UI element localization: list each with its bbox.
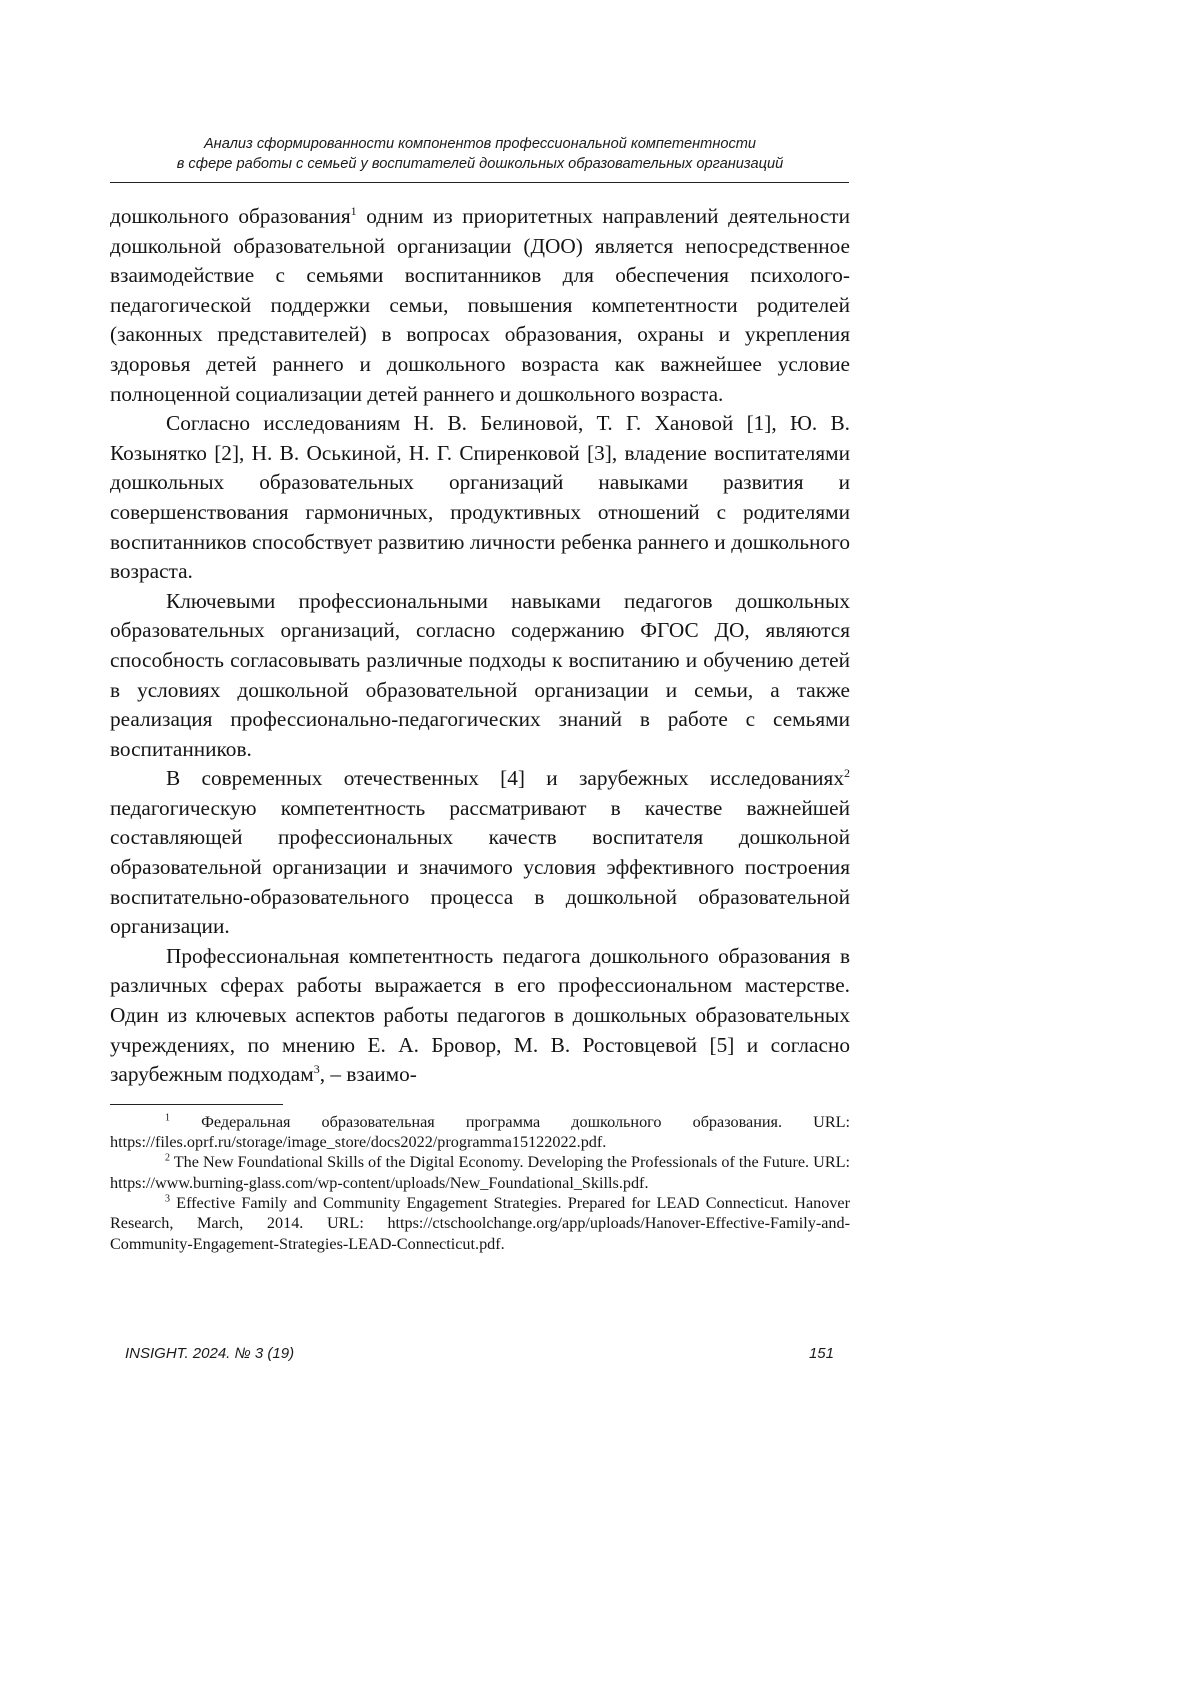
- footnote-2: [110, 1152, 850, 1193]
- page-number: 151: [809, 1344, 834, 1364]
- footnotes: [110, 1112, 850, 1254]
- running-footer: [125, 1344, 834, 1364]
- paragraph-4-text-b: педагогическую компетентность рассматривают в качестве важнейшей составляющей профессиональных качеств воспитателя дошкольной образовательной организации и значимого условия эффективного построения воспитательно-образовательного процесса в дошкольной образовательной организации.: [110, 796, 850, 938]
- footnote-ref-2: 2: [844, 766, 850, 780]
- header-divider: [110, 182, 849, 183]
- paragraph-2: Согласно исследованиям Н. В. Белиновой, Т. Г. Хановой [1], Ю. В. Козынятко [2], Н. В. Оськиной, Н. Г. Спиренковой [3], владение воспитателями дошкольных образовательных организаций навыками развития и совершенствования гармоничных, продуктивных отношений с родителями воспитанников способствует развитию личности ребенка раннего и дошкольного возраста.: [110, 409, 850, 587]
- article-body: [110, 202, 850, 1090]
- footnote-2-text: The New Foundational Skills of the Digital Economy. Developing the Professionals of the Future. URL: https://www.burning-glass.com/wp-content/uploads/New_Foundational_Skills.pdf.: [110, 1153, 850, 1191]
- paragraph-1-text-a: дошкольного образования: [110, 204, 351, 228]
- paragraph-5: [110, 942, 850, 1090]
- footnote-ref-3: 3: [314, 1062, 320, 1076]
- paragraph-5-text-b: , – взаимо-: [320, 1062, 417, 1086]
- paragraph-3: Ключевыми профессиональными навыками педагогов дошкольных образовательных организаций, согласно содержанию ФГОС ДО, являются способность согласовывать различные подходы к воспитанию и обучению детей в условиях дошкольной образовательной организации и семьи, а также реализация профессионально-педагогических знаний в работе с семьями воспитанников.: [110, 587, 850, 765]
- journal-citation: INSIGHT. 2024. № 3 (19): [125, 1344, 294, 1364]
- paragraph-4: [110, 764, 850, 942]
- footnote-ref-1: 1: [351, 204, 357, 218]
- page: [110, 134, 850, 1254]
- footnote-1-text: Федеральная образовательная программа дошкольного образования. URL: https://files.oprf.ru/storage/image_store/docs2022/programma15122022.pdf.: [110, 1113, 850, 1151]
- running-header-line-2: в сфере работы с семьей у воспитателей дошкольных образовательных организаций: [110, 154, 850, 174]
- footnote-marker-2: 2: [165, 1153, 170, 1164]
- footnote-marker-1: 1: [165, 1112, 170, 1123]
- footnote-divider: [110, 1104, 283, 1105]
- paragraph-4-text-a: В современных отечественных [4] и зарубежных исследованиях: [166, 766, 844, 790]
- paragraph-1-text-b: одним из приоритетных направлений деятельности дошкольной образовательной организации (ДОО) является непосредственное взаимодействие с семьями воспитанников для обеспечения психолого-педагогической поддержки семьи, повышения компетентности родителей (законных представителей) в вопросах образования, охраны и укрепления здоровья детей раннего и дошкольного возраста как важнейшее условие полноценной социализации детей раннего и дошкольного возраста.: [110, 204, 850, 406]
- footnote-3-text: Effective Family and Community Engagement Strategies. Prepared for LEAD Connecticut. Hanover Research, March, 2014. URL: https://ctschoolchange.org/app/uploads/Hanover-Effective-Family-and-Community-Engagement-Strategies-LEAD-Connecticut.pdf.: [110, 1194, 850, 1253]
- footnote-3: [110, 1193, 850, 1254]
- footnote-1: [110, 1112, 850, 1153]
- paragraph-1: [110, 202, 850, 409]
- running-header-line-1: Анализ сформированности компонентов профессиональной компетентности: [110, 134, 850, 154]
- paragraph-5-text-a: Профессиональная компетентность педагога дошкольного образования в различных сферах работы выражается в его профессиональном мастерстве. Один из ключевых аспектов работы педагогов в дошкольных образовательных учреждениях, по мнению Е. А. Бровор, М. В. Ростовцевой [5] и согласно зарубежным подходам: [110, 944, 850, 1086]
- footnote-marker-3: 3: [165, 1194, 170, 1205]
- running-header: [110, 134, 850, 174]
